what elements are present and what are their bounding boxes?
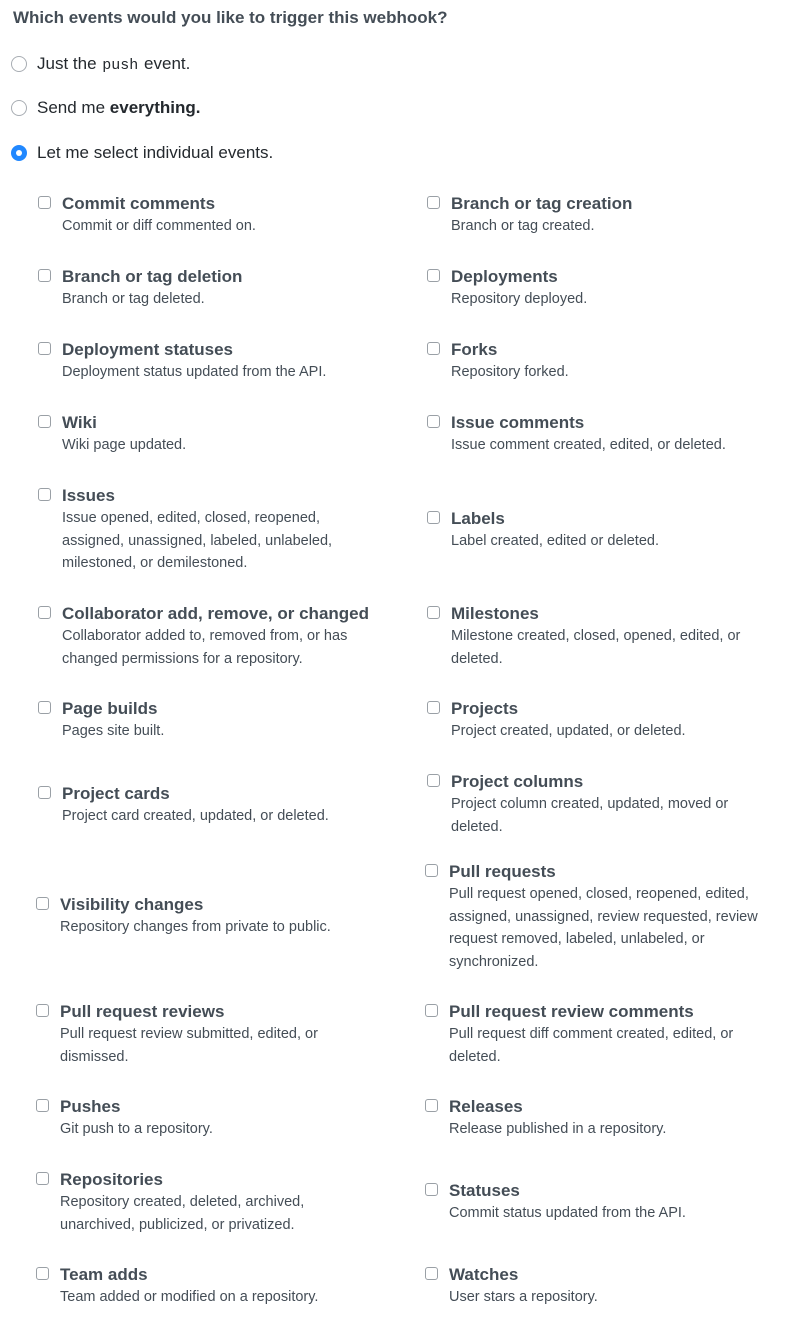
event-pull-request-review-comments[interactable] <box>425 1001 770 1068</box>
checkbox-wiki[interactable] <box>38 415 51 428</box>
event-description: Project card created, updated, or deleted. <box>62 808 329 824</box>
checkbox-collaborator[interactable] <box>38 606 51 619</box>
event-title[interactable]: Pushes <box>60 1097 121 1116</box>
checkbox-deployment-statuses[interactable] <box>38 342 51 355</box>
checkbox-repositories[interactable] <box>36 1172 49 1185</box>
event-issue-comments[interactable] <box>427 412 772 457</box>
checkbox-pull-request-review-comments[interactable] <box>425 1004 438 1017</box>
radio-button-send-everything[interactable] <box>11 100 27 116</box>
event-deployment-statuses[interactable] <box>38 339 383 384</box>
event-pull-requests[interactable] <box>425 861 770 973</box>
event-title[interactable]: Pull request review comments <box>449 1002 694 1021</box>
event-title[interactable]: Branch or tag creation <box>451 194 633 213</box>
event-repositories[interactable] <box>36 1169 381 1236</box>
checkbox-branch-or-tag-creation[interactable] <box>427 196 440 209</box>
event-description: Repository deployed. <box>451 291 588 307</box>
event-description: Commit or diff commented on. <box>62 218 256 234</box>
checkbox-commit-comments[interactable] <box>38 196 51 209</box>
event-description: Issue comment created, edited, or deleted. <box>451 437 726 453</box>
event-project-cards[interactable] <box>38 783 383 828</box>
events-question-heading: Which events would you like to trigger this webhook? <box>13 8 448 27</box>
event-releases[interactable] <box>425 1096 770 1141</box>
event-description: User stars a repository. <box>449 1289 598 1305</box>
event-title[interactable]: Deployment statuses <box>62 340 233 359</box>
event-description: Project column created, updated, moved or deleted. <box>451 796 729 835</box>
event-description: Branch or tag deleted. <box>62 291 205 307</box>
event-title[interactable]: Collaborator add, remove, or changed <box>62 604 370 623</box>
event-pull-request-reviews[interactable] <box>36 1001 381 1068</box>
event-title[interactable]: Project cards <box>62 784 170 803</box>
checkbox-issue-comments[interactable] <box>427 415 440 428</box>
event-branch-or-tag-creation[interactable] <box>427 193 772 238</box>
event-description: Pull request review submitted, edited, or dismissed. <box>60 1026 318 1065</box>
event-description: Milestone created, closed, opened, edited, or deleted. <box>451 628 741 667</box>
event-title[interactable]: Pull request reviews <box>60 1002 225 1021</box>
radio-label-select-individual[interactable]: Let me select individual events. <box>37 143 274 162</box>
event-projects[interactable] <box>427 698 772 743</box>
event-branch-or-tag-deletion[interactable] <box>38 266 383 311</box>
checkbox-pushes[interactable] <box>36 1099 49 1112</box>
event-team-adds[interactable] <box>36 1264 381 1309</box>
event-title[interactable]: Projects <box>451 699 519 718</box>
push-code: push <box>102 57 139 74</box>
checkbox-branch-or-tag-deletion[interactable] <box>38 269 51 282</box>
event-description: Wiki page updated. <box>62 437 187 453</box>
checkbox-projects[interactable] <box>427 701 440 714</box>
checkbox-pull-requests[interactable] <box>425 864 438 877</box>
event-description: Team added or modified on a repository. <box>60 1289 319 1305</box>
event-title[interactable]: Releases <box>449 1097 523 1116</box>
event-statuses[interactable] <box>425 1180 770 1225</box>
event-description: Project created, updated, or deleted. <box>451 723 686 739</box>
event-pushes[interactable] <box>36 1096 381 1141</box>
event-title[interactable]: Milestones <box>451 604 539 623</box>
event-description: Pages site built. <box>62 723 165 739</box>
event-title[interactable]: Issues <box>62 486 115 505</box>
event-title[interactable]: Watches <box>449 1265 519 1284</box>
event-description: Issue opened, edited, closed, reopened, assigned, unassigned, labeled, unlabeled, milestoned, or demilestoned. <box>62 510 333 571</box>
checkbox-deployments[interactable] <box>427 269 440 282</box>
event-description: Git push to a repository. <box>60 1121 213 1137</box>
checkbox-releases[interactable] <box>425 1099 438 1112</box>
event-title[interactable]: Visibility changes <box>60 895 204 914</box>
radio-button-just-push[interactable] <box>11 56 27 72</box>
event-title[interactable]: Forks <box>451 340 498 359</box>
checkbox-statuses[interactable] <box>425 1183 438 1196</box>
event-description: Repository changes from private to public. <box>60 919 331 935</box>
radio-button-select-individual[interactable] <box>11 145 27 161</box>
radio-just-push[interactable] <box>11 52 190 76</box>
checkbox-labels[interactable] <box>427 511 440 524</box>
event-description: Branch or tag created. <box>451 218 595 234</box>
checkbox-forks[interactable] <box>427 342 440 355</box>
event-collaborator[interactable] <box>38 603 383 670</box>
event-labels[interactable] <box>427 508 772 553</box>
event-project-columns[interactable] <box>427 771 772 838</box>
event-title[interactable]: Wiki <box>62 413 97 432</box>
checkbox-issues[interactable] <box>38 488 51 501</box>
event-title[interactable]: Team adds <box>60 1265 148 1284</box>
checkbox-project-columns[interactable] <box>427 774 440 787</box>
checkbox-watches[interactable] <box>425 1267 438 1280</box>
event-wiki[interactable] <box>38 412 383 457</box>
event-title[interactable]: Page builds <box>62 699 158 718</box>
event-title[interactable]: Project columns <box>451 772 584 791</box>
checkbox-project-cards[interactable] <box>38 786 51 799</box>
checkbox-team-adds[interactable] <box>36 1267 49 1280</box>
event-description: Pull request diff comment created, edited, or deleted. <box>449 1026 734 1065</box>
event-description: Collaborator added to, removed from, or has changed permissions for a repository. <box>62 628 348 667</box>
radio-label-just-push[interactable]: Just the push event. <box>37 54 191 74</box>
event-title[interactable]: Pull requests <box>449 862 556 881</box>
event-description: Label created, edited or deleted. <box>451 533 659 549</box>
event-milestones[interactable] <box>427 603 772 670</box>
event-title[interactable]: Branch or tag deletion <box>62 267 243 286</box>
event-page-builds[interactable] <box>38 698 383 743</box>
event-description: Commit status updated from the API. <box>449 1205 686 1221</box>
checkbox-page-builds[interactable] <box>38 701 51 714</box>
checkbox-pull-request-reviews[interactable] <box>36 1004 49 1017</box>
event-issues[interactable] <box>38 485 383 575</box>
event-description: Repository forked. <box>451 364 569 380</box>
event-description: Pull request opened, closed, reopened, edited, assigned, unassigned, review requested, review request removed, labeled, unlabeled, or synchronized. <box>449 886 758 970</box>
event-commit-comments[interactable] <box>38 193 383 238</box>
event-visibility-changes[interactable] <box>36 894 381 939</box>
radio-select-individual[interactable] <box>11 141 273 165</box>
event-watches[interactable] <box>425 1264 770 1309</box>
event-title[interactable]: Commit comments <box>62 194 216 213</box>
event-title[interactable]: Labels <box>451 509 505 528</box>
radio-label-send-everything[interactable]: Send me everything. <box>37 98 201 117</box>
event-title[interactable]: Issue comments <box>451 413 585 432</box>
checkbox-visibility-changes[interactable] <box>36 897 49 910</box>
checkbox-milestones[interactable] <box>427 606 440 619</box>
event-description: Repository created, deleted, archived, unarchived, publicized, or privatized. <box>60 1194 305 1233</box>
event-forks[interactable] <box>427 339 772 384</box>
radio-send-everything[interactable] <box>11 96 201 120</box>
event-title[interactable]: Repositories <box>60 1170 163 1189</box>
event-description: Deployment status updated from the API. <box>62 364 327 380</box>
event-title[interactable]: Deployments <box>451 267 558 286</box>
event-description: Release published in a repository. <box>449 1121 667 1137</box>
event-title[interactable]: Statuses <box>449 1181 520 1200</box>
event-deployments[interactable] <box>427 266 772 311</box>
